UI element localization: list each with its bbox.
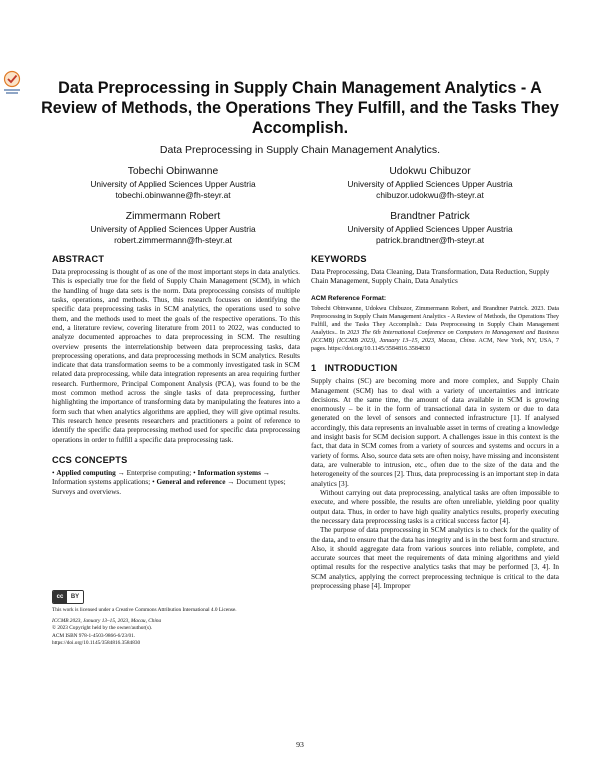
ccs-term: Applied computing	[56, 468, 116, 477]
reference-rest: ACM, New York, NY, USA, 7 pages. https://doi.org/10.1145/3584816.3584830	[311, 338, 559, 353]
ccs-text	[52, 469, 300, 497]
ccs-term: Information systems	[197, 468, 261, 477]
author-affiliation: University of Applied Sciences Upper Austria	[90, 224, 256, 234]
author-affiliation: University of Applied Sciences Upper Austria	[90, 179, 256, 189]
author-block-2	[320, 165, 540, 200]
author-name: Udokwu Chibuzor	[389, 166, 471, 177]
abstract-text: Data preprocessing is thought of as one of the most important steps in data analytics. This is especially true for the field of Supply Chain Management (SCM), in which the handling of huge data sets is the norm. Data preprocessing consists of multiple tasks, operations, and methods. Thus, this research focusses on identifying the specific data preprocessing tasks in SCM analytics, the operations used to solve them, and the methods used to meet the goals of the respective operations. To this end, a literature review, covering literature from 2011 to 2022, was conducted to analyze documented approaches to data preprocessing in SCM. The resulting overview presents the interrelationship between data preprocessing tasks, data preprocessing operations, and data preprocessing methods in SCM analytics. Results indicate that data transformation seems to be a commonly investigated task in SCM related data preprocessing, while data integration represents an area requiring further research. Furthermore, Principal Component Analysis (PCA), was found to be the most common method across the single tasks of data preprocessing, further highlighting the importance of transforming data by manipulating the features into a form such that when analytics algorithms are applied, they will give optimal results. This research hence presents researchers and practitioners a point of reference to identify the specific data preprocessing method used for specific data preprocessing operations in order to fulfill a specific data preprocessing task.	[52, 268, 300, 444]
cc-label: cc	[53, 591, 67, 603]
creative-commons-icon[interactable]	[52, 590, 84, 604]
author-block-3	[63, 210, 283, 245]
author-email[interactable]: patrick.brandtner@fh-steyr.at	[375, 234, 485, 245]
bullet: •	[193, 468, 196, 477]
paper-subtitle: Data Preprocessing in Supply Chain Management Analytics.	[159, 144, 441, 156]
author-email[interactable]: tobechi.obinwanne@fh-steyr.at	[115, 189, 231, 200]
license-venue: ICCMB 2023, January 13–15, 2023, Macau, China	[52, 618, 162, 625]
bullet: •	[52, 468, 55, 477]
license-block	[52, 590, 300, 647]
ccs-item: Information systems applications;	[52, 478, 151, 487]
right-column	[311, 253, 559, 591]
author-affiliation: University of Applied Sciences Upper Austria	[347, 179, 513, 189]
introduction-heading: 1 INTRODUCTION	[311, 363, 398, 374]
author-affiliation: University of Applied Sciences Upper Austria	[347, 224, 513, 234]
license-doi[interactable]: https://doi.org/10.1145/3584816.3584830	[52, 639, 141, 646]
page-number: 93	[296, 740, 304, 749]
intro-paragraph-1: Supply chains (SC) are becoming more and more complex, and Supply Chain Management (SCM) has to deal with a variety of uncertainties and intricate decisions. At the same time, the amount of data available in SCM is growing enormously – be it in the form of transactional data in system or due to data generated on the level of sensors and connected infrastructure [1]. If analysed accordingly, this data represents an invaluable asset in terms of creating a knowledge and insight basis for SCM decision support. A challenges issue in this context is the fact, that data in SCM comes from a variety of sources and systems and occurs in a variety of forms. Also, source data sets are often noisy, have missing and inconsistent data, are vulnerable to intrusion, etc., often due to the size of the data and the heterogeneity of the sources [2]. Thus, data preprocessing is an important step in data analytics [3].	[311, 377, 559, 488]
abstract-heading: ABSTRACT	[52, 254, 105, 264]
author-email[interactable]: chibuzor.udokwu@fh-steyr.at	[376, 189, 484, 200]
keywords-text: Data Preprocessing, Data Cleaning, Data Transformation, Data Reduction, Supply Chain Management, Supply Chain, Data Analytics	[311, 268, 550, 286]
check-for-updates-badge[interactable]	[2, 70, 22, 96]
reference-authors: Tobechi Obinwanne, Udokwu Chibuzor, Zimmermann Robert, and Brandtner Patrick. 2023. Data Preprocessing in Supply Chain Management Analytics - A Review of Methods, the Operations They Fulfill, and the Tasks They Accomplish.: Data Preprocessing in Supply Chain Management Analytics.. In	[311, 305, 559, 336]
bullet: •	[152, 478, 155, 487]
author-block-4	[320, 210, 540, 245]
arrow: →	[117, 468, 125, 477]
keywords-heading: KEYWORDS	[311, 254, 367, 264]
license-isbn: ACM ISBN 978-1-4503-9866-6/23/01.	[52, 632, 136, 639]
author-name: Tobechi Obinwanne	[127, 166, 219, 177]
left-column	[52, 253, 300, 497]
ccs-item: Enterprise computing;	[126, 468, 192, 477]
reference-text	[311, 305, 559, 354]
ccs-item: Document types; Surveys and overviews.	[52, 478, 286, 496]
reference-heading: ACM Reference Format:	[311, 294, 387, 302]
ccs-term: General and reference	[156, 478, 226, 487]
paper-title: Data Preprocessing in Supply Chain Management Analytics - A Review of Methods, the Operations They Fulfill, and the Tasks They Accomplish.	[41, 79, 559, 137]
author-block-1	[63, 165, 283, 200]
author-name: Zimmermann Robert	[125, 211, 221, 222]
license-copyright: © 2023 Copyright held by the owner/author(s).	[52, 625, 153, 632]
ccs-heading: CCS CONCEPTS	[52, 454, 128, 465]
arrow: →	[227, 478, 235, 487]
by-label: BY	[67, 591, 83, 603]
intro-paragraph-2: Without carrying out data preprocessing, analytical tasks are often impossible to execute, and where possible, the results are often unreliable, yielding poor quality output data. Thus, in order to have high quality analytics results, properly executing the necessary data preprocessing tasks is a critical success factor [4].	[311, 488, 559, 525]
intro-paragraph-3: The purpose of data preprocessing in SCM analytics is to check for the quality of the data, and to ensure that the data has integrity and is in the best form and structure. Also, it should aggregate data from various sources into reliable, complete, and accurate sources that meet the requirements of data mining algorithms and yield optimal results for the respective analytics tasks that may be performed [3, 4]. In SCM analytics, applying the correct preprocessing technique is critical to the data preprocessing phase [4]. Improper	[311, 526, 559, 591]
license-text: This work is licensed under a Creative Commons Attribution International 4.0 License.	[52, 607, 237, 613]
author-name: Brandtner Patrick	[390, 211, 470, 222]
author-email[interactable]: robert.zimmermann@fh-steyr.at	[114, 234, 232, 245]
arrow: →	[262, 468, 270, 477]
reference-venue: 2023 The 6th International Conference on Computers in Management and Business (ICCMB) (ICCMB 2023), January 13–15, 2023, Macau, China.	[311, 329, 559, 344]
